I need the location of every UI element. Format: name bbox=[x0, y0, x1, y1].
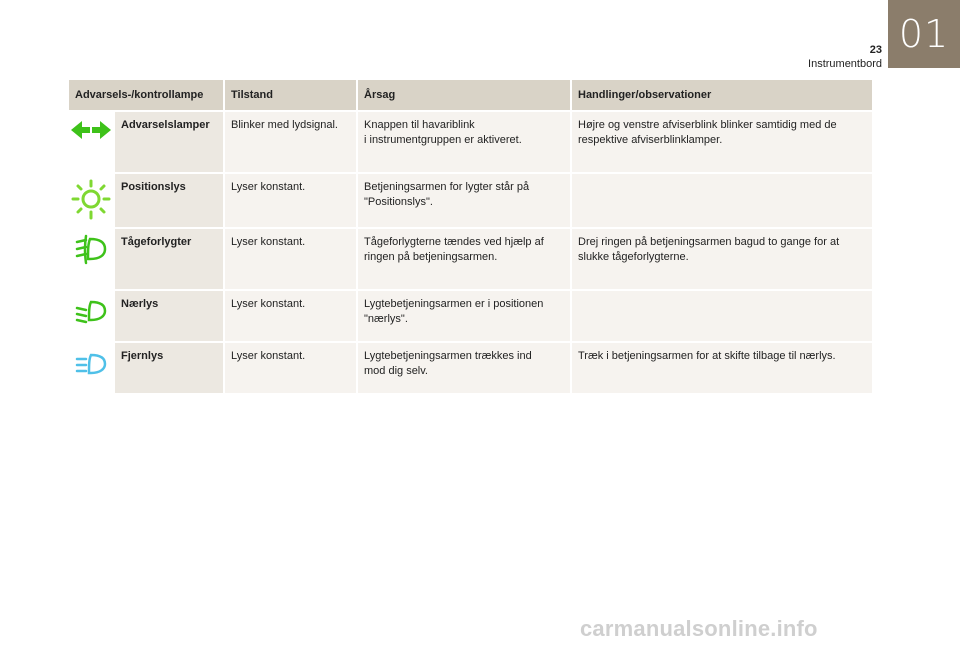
page-number: 23 bbox=[869, 44, 882, 56]
chapter-tab: 01 bbox=[888, 0, 960, 68]
lamp-action-line: Højre og venstre afviserblink blinker samtidig med de bbox=[578, 119, 837, 131]
lamp-cause-line: "nærlys". bbox=[364, 313, 408, 325]
lamp-name: Fjernlys bbox=[114, 342, 224, 394]
table-row bbox=[69, 228, 873, 290]
lamp-icon-cell bbox=[69, 290, 114, 342]
lamp-cause-line: Lygtebetjeningsarmen er i positionen bbox=[364, 298, 544, 310]
lamp-cause-line: Tågeforlygterne tændes ved hjælp af bbox=[364, 236, 544, 248]
lamp-cause-line: i instrumentgruppen er aktiveret. bbox=[364, 134, 522, 146]
lamp-name: Tågeforlygter bbox=[114, 228, 224, 290]
lamp-action bbox=[571, 111, 873, 173]
lamp-state: Lyser konstant. bbox=[224, 342, 357, 394]
column-header-lamp: Advarsels-/kontrollampe bbox=[69, 80, 224, 111]
table-row bbox=[69, 342, 873, 394]
lamp-action bbox=[571, 290, 873, 342]
lamp-name: Nærlys bbox=[114, 290, 224, 342]
lamp-name: Advarselslamper bbox=[114, 111, 224, 173]
lamp-action-line: respektive afviserblinklamper. bbox=[578, 134, 723, 146]
lamp-action-line: slukke tågeforlygterne. bbox=[578, 251, 689, 263]
lamp-action bbox=[571, 173, 873, 228]
turn-signal-arrows-icon bbox=[69, 116, 113, 144]
lamp-cause-line: "Positionslys". bbox=[364, 196, 433, 208]
column-header-actions: Handlinger/observationer bbox=[571, 80, 873, 111]
lamp-cause-line: Lygtebetjeningsarmen trækkes ind bbox=[364, 350, 532, 362]
table-row bbox=[69, 111, 873, 173]
high-beam-icon bbox=[69, 347, 113, 379]
lamp-cause-line: ringen på betjeningsarmen. bbox=[364, 251, 498, 263]
warning-lamps-table bbox=[69, 80, 874, 395]
lamp-cause bbox=[357, 228, 571, 290]
lamp-action-line: Drej ringen på betjeningsarmen bagud to gange for at bbox=[578, 236, 840, 248]
lamp-state: Lyser konstant. bbox=[224, 290, 357, 342]
lamp-icon-cell bbox=[69, 173, 114, 228]
table-row bbox=[69, 173, 873, 228]
section-title: Instrumentbord bbox=[808, 58, 882, 70]
lamp-icon-cell bbox=[69, 111, 114, 173]
lamp-cause-line: Betjeningsarmen for lygter står på bbox=[364, 181, 530, 193]
lamp-cause bbox=[357, 342, 571, 394]
lamp-cause bbox=[357, 173, 571, 228]
lamp-icon-cell bbox=[69, 228, 114, 290]
lamp-action bbox=[571, 342, 873, 394]
lamp-cause-line: mod dig selv. bbox=[364, 365, 428, 377]
lamp-name: Positionslys bbox=[114, 173, 224, 228]
column-header-state: Tilstand bbox=[224, 80, 357, 111]
table-header-row bbox=[69, 80, 873, 111]
low-beam-icon bbox=[69, 295, 113, 327]
lamp-state: Lyser konstant. bbox=[224, 173, 357, 228]
watermark: carmanualsonline.info bbox=[580, 616, 818, 641]
position-light-icon bbox=[69, 178, 113, 222]
lamp-action-line: Træk i betjeningsarmen for at skifte tilbage til nærlys. bbox=[578, 350, 836, 362]
lamp-state: Lyser konstant. bbox=[224, 228, 357, 290]
fog-light-icon bbox=[69, 233, 113, 267]
lamp-action bbox=[571, 228, 873, 290]
column-header-cause: Årsag bbox=[357, 80, 571, 111]
lamp-cause bbox=[357, 290, 571, 342]
lamp-cause-line: Knappen til havariblink bbox=[364, 119, 475, 131]
table-row bbox=[69, 290, 873, 342]
lamp-cause bbox=[357, 111, 571, 173]
lamp-icon-cell bbox=[69, 342, 114, 394]
lamp-state: Blinker med lydsignal. bbox=[224, 111, 357, 173]
